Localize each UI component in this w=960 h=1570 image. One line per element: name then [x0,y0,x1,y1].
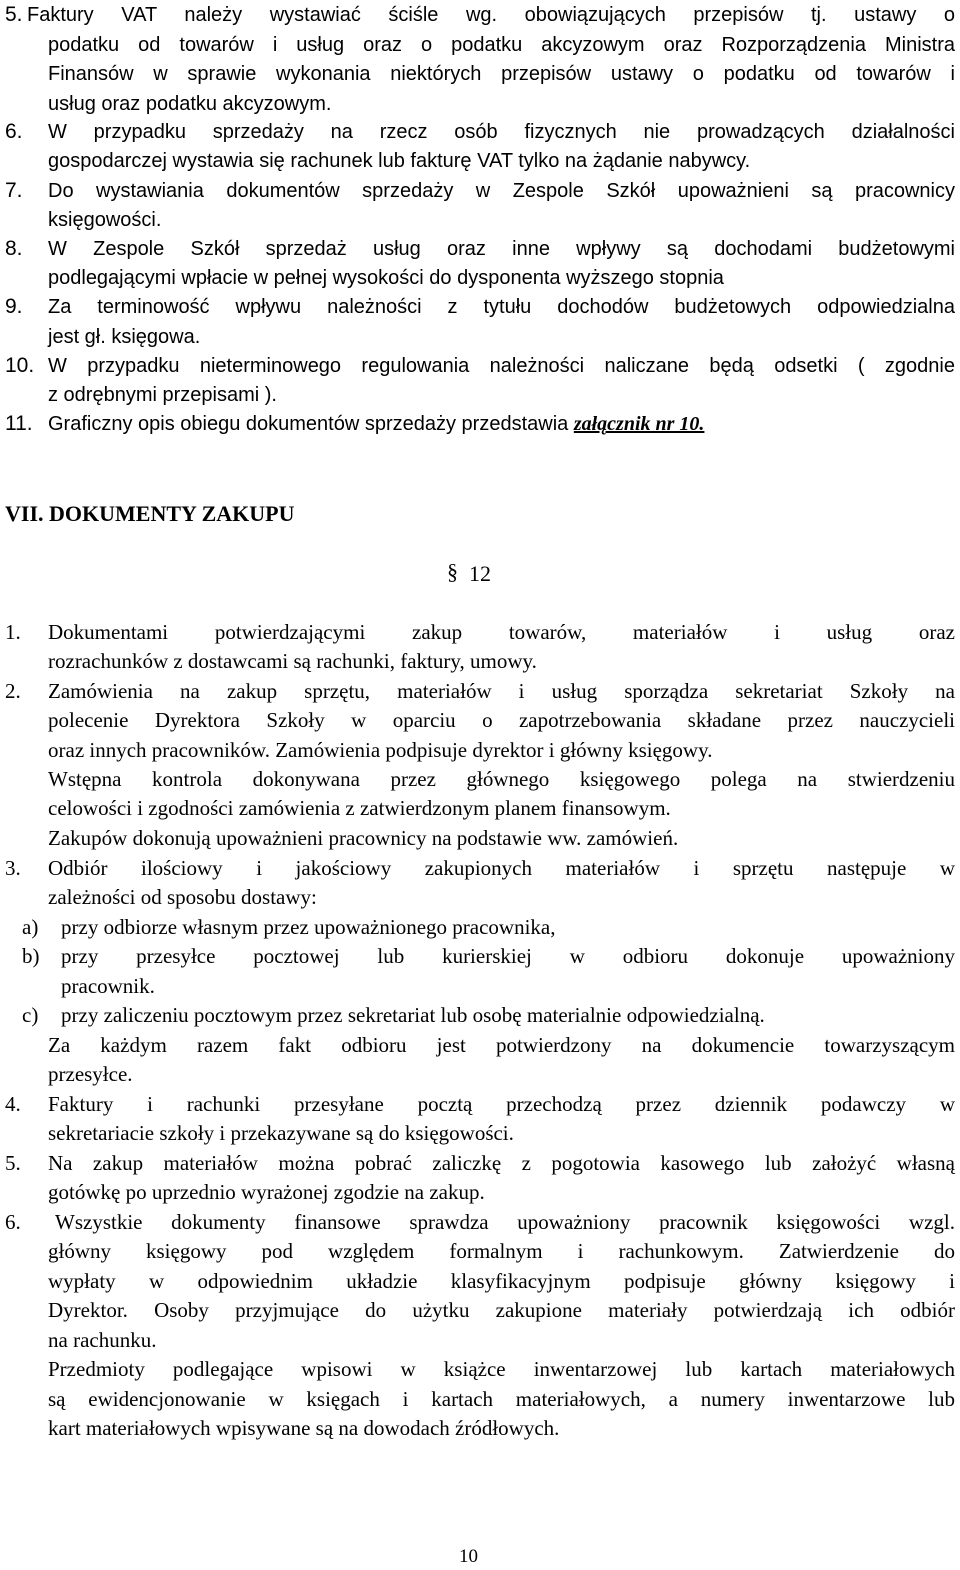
item-number: 10. [5,354,35,377]
paragraph-sign: § [447,559,458,584]
item-text-line: W przypadku sprzedaży na rzecz osób fizycznych nie prowadzących działalności [48,121,955,143]
item-number: 4. [5,1092,21,1116]
item-text-line: Na zakup materiałów można pobrać zaliczkę z pogotowia kasowego lub założyć własną [48,1151,955,1175]
item-text-line: polecenie Dyrektora Szkoły w oparciu o zapotrzebowania składane przez nauczycieli [48,708,955,732]
item-text-line: przesyłce. [48,1062,133,1086]
page-number: 10 [459,1546,478,1567]
item-number: 9. [5,295,23,318]
attachment-reference: załącznik nr 10. [573,413,705,435]
item-text-line: Wszystkie dokumenty finansowe sprawdza upoważniony pracownik księgowości wzgl. [55,1210,955,1234]
item-text-line: Dokumentami potwierdzającymi zakup towarów, materiałów i usług oraz [48,620,955,644]
item-text-line: Finansów w sprawie wykonania niektórych przepisów ustawy o podatku od towarów i [48,63,955,85]
paragraph-number: 12 [469,561,491,586]
item-text-line: podlegającymi wpłacie w pełnej wysokości do dysponenta wyższego stopnia [48,267,724,289]
item-text-line: gospodarczej wystawia się rachunek lub fakturę VAT tylko na żądanie nabywcy. [48,150,751,172]
item-text-line: na rachunku. [48,1328,157,1352]
sub-item-label: b) [22,944,40,968]
item-number: 5. [5,1151,21,1175]
item-text-line: jest gł. księgowa. [48,326,201,348]
item-text-line: główny księgowy pod względem formalnym i rachunkowym. Zatwierdzenie do [48,1239,955,1263]
item-text-line: sekretariacie szkoły i przekazywane są do księgowości. [48,1121,514,1145]
item-text-line: zależności od sposobu dostawy: [48,885,317,909]
item-text-line [48,409,704,439]
item-text-line: gotówkę po uprzednio wyrażonej zgodzie na zakup. [48,1180,485,1204]
item-number: 5. [5,3,23,26]
item-text-line: Odbiór ilościowy i jakościowy zakupionych materiałów i sprzętu następuje w [48,856,955,880]
item-text-line: przy odbiorze własnym przez upoważnionego pracownika, [61,915,556,939]
item-text-line: księgowości. [48,209,162,231]
item-text-line: W przypadku nieterminowego regulowania należności naliczane będą odsetki ( zgodnie [48,355,955,377]
item-text-line: z odrębnymi przepisami ). [48,384,277,406]
item-text-line: kart materiałowych wpisywane są na dowodach źródłowych. [48,1416,560,1440]
item-text-line: pracownik. [61,974,155,998]
item-text-line: przy przesyłce pocztowej lub kurierskiej w odbioru dokonuje upoważniony [61,944,955,968]
item-text-line: Zamówienia na zakup sprzętu, materiałów i usług sporządza sekretariat Szkoły na [48,679,955,703]
item-text-line: W Zespole Szkół sprzedaż usług oraz inne wpływy są dochodami budżetowymi [48,238,955,260]
item-number: 7. [5,179,23,202]
item-number: 1. [5,620,21,644]
item-text-line: Wstępna kontrola dokonywana przez głównego księgowego polega na stwierdzeniu [48,767,955,791]
item-text-line: rozrachunków z dostawcami są rachunki, faktury, umowy. [48,649,537,673]
item-number: 8. [5,237,23,260]
item-text: Graficzny opis obiegu dokumentów sprzedaży przedstawia [48,413,569,435]
item-number: 2. [5,679,21,703]
item-number: 3. [5,856,21,880]
item-text-line: przy zaliczeniu pocztowym przez sekretariat lub osobę materialnie odpowiedzialną. [61,1003,765,1027]
item-text-line: Dyrektor. Osoby przyjmujące do użytku zakupione materiały potwierdzają ich odbiór [48,1298,955,1322]
item-text-line: celowości i zgodności zamówienia z zatwierdzonym planem finansowym. [48,796,671,820]
item-text-line: Zakupów dokonują upoważnieni pracownicy na podstawie ww. zamówień. [48,826,679,850]
item-text-line: Przedmioty podlegające wpisowi w książce inwentarzowej lub kartach materiałowych [48,1357,955,1381]
item-text-line: Za terminowość wpływu należności z tytułu dochodów budżetowych odpowiedzialna [48,296,955,318]
item-number: 6. [5,120,23,143]
item-text-line: Faktury VAT należy wystawiać ściśle wg. obowiązujących przepisów tj. ustawy o [27,4,955,26]
section-heading: VII. DOKUMENTY ZAKUPU [5,501,295,526]
item-text-line: usług oraz podatku akcyzowym. [48,93,332,115]
sub-item-label: a) [22,915,39,939]
item-text-line: wypłaty w odpowiednim układzie klasyfikacyjnym podpisuje główny księgowy i [48,1269,955,1293]
item-text-line: są ewidencjonowanie w księgach i kartach materiałowych, a numery inwentarzowe lub [48,1387,955,1411]
item-text-line: podatku od towarów i usług oraz o podatku akcyzowym oraz Rozporządzenia Ministra [48,34,955,56]
item-text-line: Do wystawiania dokumentów sprzedaży w Zespole Szkół upoważnieni są pracownicy [48,180,955,202]
item-number: 6. [5,1210,21,1234]
item-text-line: Faktury i rachunki przesyłane pocztą przechodzą przez dziennik podawczy w [48,1092,955,1116]
item-text-line: Za każdym razem fakt odbioru jest potwierdzony na dokumencie towarzyszącym [48,1033,955,1057]
sub-item-label: c) [22,1003,39,1027]
item-number: 11. [5,412,33,435]
item-text-line: oraz innych pracowników. Zamówienia podpisuje dyrektor i główny księgowy. [48,738,713,762]
